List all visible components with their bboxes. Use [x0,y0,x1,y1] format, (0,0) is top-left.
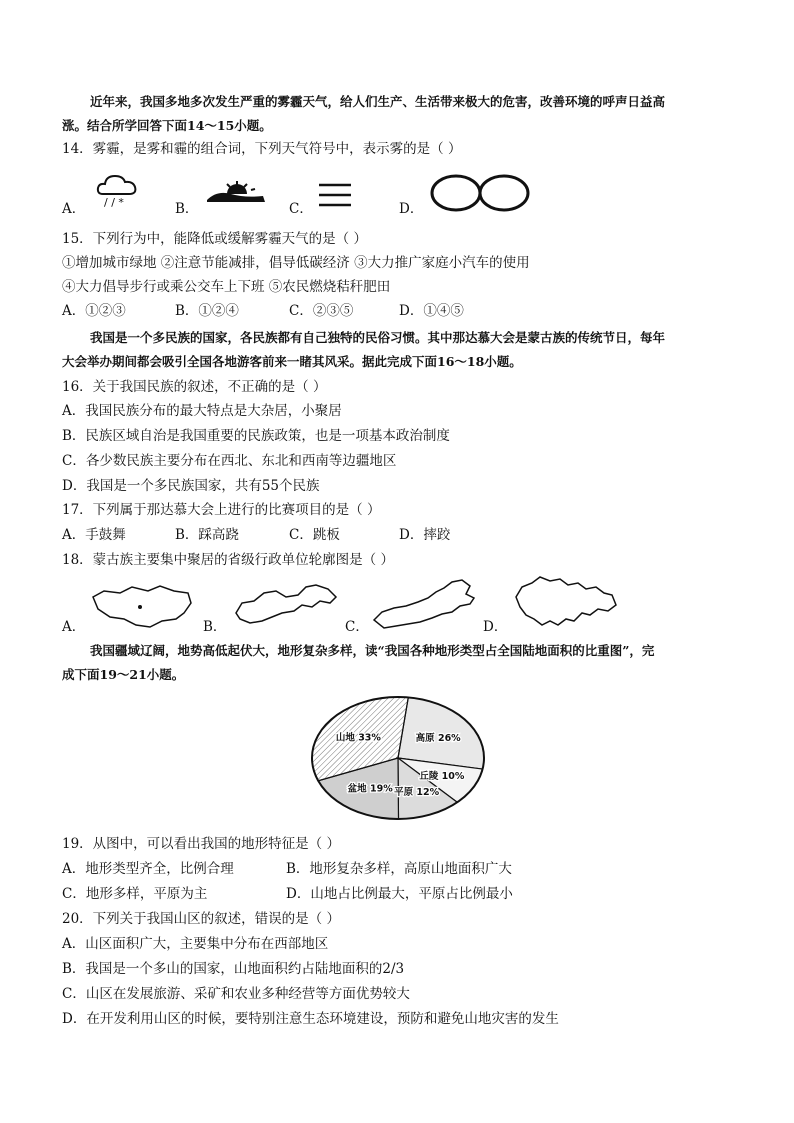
q18-option-c[interactable]: C． [345,619,369,635]
q20-option-a[interactable]: A．山区面积广大，主要集中分布在西部地区 [62,936,329,952]
province-outline-d-icon [512,575,620,631]
q14-option-d[interactable]: D． [399,201,424,217]
q18-option-b[interactable]: B． [203,619,227,635]
q14-stem: 14．雾霾，是雾和霾的组合词，下列天气符号中，表示雾的是（ ） [62,141,462,157]
pie-label-丘陵: 丘陵 10% [419,770,465,782]
q14-option-a[interactable]: A． [62,201,86,217]
q15-option-c[interactable]: C．②③⑤ [289,303,354,319]
q19-option-b[interactable]: B．地形复杂多样，高原山地面积广大 [286,861,512,877]
q15-stem: 15．下列行为中，能降低或缓解雾霾天气的是（ ） [62,231,367,247]
q16-option-d[interactable]: D．我国是一个多民族国家，共有55个民族 [62,478,320,494]
q20-option-c[interactable]: C．山区在发展旅游、采矿和农业多种经营等方面优势较大 [62,986,410,1002]
q15-choices-line1: ①增加城市绿地 ②注意节能减排，倡导低碳经济 ③大力推广家庭小汽车的使用 [62,255,530,271]
pie-label-盆地: 盆地 19% [347,783,393,795]
q17-option-b[interactable]: B．踩高跷 [175,527,239,543]
q15-choices-line2: ④大力倡导步行或乘公交车上下班 ⑤农民燃烧秸秆肥田 [62,279,391,295]
intro-terrain-line2: 成下面19～21小题。 [62,667,185,682]
q19-stem: 19．从图中，可以看出我国的地形特征是（ ） [62,836,340,852]
q19-option-d[interactable]: D．山地占比例最大，平原占比例最小 [286,886,513,902]
q15-option-b[interactable]: B．①②④ [175,303,239,319]
triple-line-fog-icon [318,181,352,209]
q18-option-d[interactable]: D． [483,619,508,635]
double-circle-haze-icon [430,173,530,213]
q18-option-a[interactable]: A． [62,619,86,635]
q16-option-c[interactable]: C．各少数民族主要分布在西北、东北和西南等边疆地区 [62,453,397,469]
q20-option-b[interactable]: B．我国是一个多山的国家，山地面积约占陆地面积的2/3 [62,961,405,977]
intro-fog-line1: 近年来，我国多地多次发生严重的雾霾天气，给人们生产、生活带来极大的危害，改善环境的呼声日益高 [90,94,666,109]
q14-option-b[interactable]: B． [175,201,199,217]
rain-snow-cloud-icon [95,172,141,208]
q20-stem: 20．下列关于我国山区的叙述，错误的是（ ） [62,911,340,927]
q18-stem: 18．蒙古族主要集中聚居的省级行政单位轮廓图是（ ） [62,552,394,568]
intro-ethnic-line2: 大会举办期间都会吸引全国各地游客前来一睹其风采。据此完成下面16～18小题。 [62,354,522,369]
q16-stem: 16．关于我国民族的叙述，不正确的是（ ） [62,379,327,395]
q17-stem: 17．下列属于那达慕大会上进行的比赛项目的是（ ） [62,502,381,518]
q19-option-a[interactable]: A．地形类型齐全，比例合理 [62,861,234,877]
q17-option-d[interactable]: D．摔跤 [399,527,451,543]
q16-option-a[interactable]: A．我国民族分布的最大特点是大杂居，小聚居 [62,403,342,419]
sun-behind-cloud-icon [205,180,267,206]
intro-terrain-line1: 我国疆域辽阔，地势高低起伏大，地形复杂多样，读“我国各种地形类型占全国陆地面积的比重图”，完 [90,643,655,658]
svg-text:/ / *: / / * [104,196,124,208]
terrain-pie-chart [308,693,488,823]
pie-label-高原: 高原 26% [415,733,461,745]
province-outline-b-icon [232,583,342,631]
q19-option-c[interactable]: C．地形多样，平原为主 [62,886,208,902]
q17-option-a[interactable]: A．手鼓舞 [62,527,126,543]
q20-option-d[interactable]: D．在开发利用山区的时候，要特别注意生态环境建设，预防和避免山地灾害的发生 [62,1011,559,1027]
intro-fog-line2: 涨。结合所学回答下面14～15小题。 [62,118,272,133]
q15-option-d[interactable]: D．①④⑤ [399,303,464,319]
q14-option-c[interactable]: C． [289,201,313,217]
pie-label-山地: 山地 33% [335,732,381,744]
pie-label-平原: 平原 12% [394,786,440,798]
q16-option-b[interactable]: B．民族区域自治是我国重要的民族政策，也是一项基本政治制度 [62,428,450,444]
intro-ethnic-line1: 我国是一个多民族的国家，各民族都有自己独特的民俗习惯。其中那达慕大会是蒙古族的传统节日，每年 [90,330,666,345]
province-outline-a-icon [90,583,194,631]
q17-option-c[interactable]: C．跳板 [289,527,340,543]
q15-option-a[interactable]: A．①②③ [62,303,126,319]
province-outline-c-icon [370,578,480,632]
